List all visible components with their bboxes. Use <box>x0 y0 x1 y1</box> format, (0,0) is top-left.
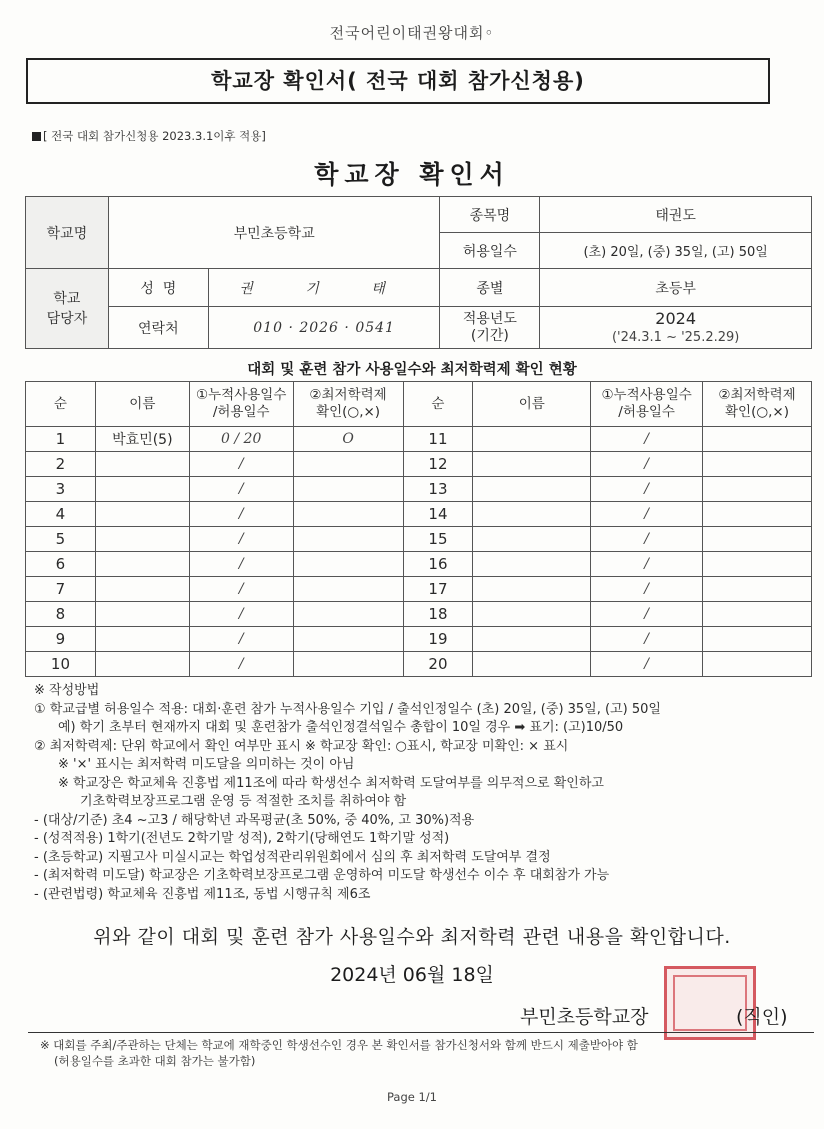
header-min-academic: ②최저학력제 확인(○,×) <box>703 382 812 427</box>
row-name: 박효민(5) <box>95 427 189 452</box>
header-name: 이름 <box>95 382 189 427</box>
row-usage: / <box>189 502 293 527</box>
row-name <box>95 652 189 677</box>
row-check <box>293 627 403 652</box>
row-name <box>473 627 591 652</box>
row-usage: / <box>591 577 703 602</box>
row-seq: 17 <box>403 577 473 602</box>
row-check <box>293 527 403 552</box>
row-check <box>703 427 812 452</box>
header-usage: ①누적사용일수 /허용일수 <box>189 382 293 427</box>
row-seq: 18 <box>403 602 473 627</box>
period-value: ('24.3.1 ~ '25.2.29) <box>611 330 740 345</box>
name-label: 성 명 <box>108 269 208 307</box>
note-line: 기초학력보장프로그램 운영 등 적절한 조치를 취하여야 함 <box>80 794 407 809</box>
note-line: ① 학교급별 허용일수 적용: 대회·훈련 참가 누적사용일수 기입 / 출석인정일수 (초) 20일, (중) 35일, (고) 50일 <box>34 701 661 717</box>
event-label: 종목명 <box>440 197 540 233</box>
table-row <box>26 502 812 527</box>
row-name <box>473 452 591 477</box>
footnote <box>40 1037 820 1069</box>
year-value: 2024 <box>655 309 697 328</box>
table-row <box>26 427 812 452</box>
row-usage: / <box>189 552 293 577</box>
page-number: Page 1/1 <box>386 1090 437 1104</box>
row-seq: 9 <box>26 627 96 652</box>
info-table <box>25 196 812 349</box>
table-row <box>26 452 812 477</box>
row-name <box>473 552 591 577</box>
row-seq: 12 <box>403 452 473 477</box>
row-check <box>703 627 812 652</box>
signer-name: 부민초등학교장 <box>520 1006 649 1028</box>
row-seq: 7 <box>26 577 96 602</box>
event-value: 태권도 <box>540 197 812 233</box>
header-min-academic: ②최저학력제 확인(○,×) <box>293 382 403 427</box>
row-check <box>703 602 812 627</box>
row-name <box>473 527 591 552</box>
row-check: O <box>293 427 403 452</box>
row-seq: 20 <box>403 652 473 677</box>
footnote-line: ※ 대회를 주최/주관하는 단체는 학교에 재학중인 학생선수인 경우 본 확인서를 참가신청서와 함께 반드시 제출받아야 함 <box>40 1038 638 1052</box>
writing-instructions <box>34 682 814 904</box>
row-seq: 4 <box>26 502 96 527</box>
row-name <box>95 502 189 527</box>
row-name <box>95 477 189 502</box>
row-name <box>473 577 591 602</box>
row-seq: 15 <box>403 527 473 552</box>
usage-table <box>25 381 812 677</box>
row-name <box>95 627 189 652</box>
row-usage: / <box>189 527 293 552</box>
row-usage: / <box>189 652 293 677</box>
school-name: 부민초등학교 <box>108 197 440 269</box>
row-seq: 2 <box>26 452 96 477</box>
row-seq: 13 <box>403 477 473 502</box>
row-check <box>703 552 812 577</box>
row-check <box>293 577 403 602</box>
row-check <box>293 452 403 477</box>
row-check <box>293 502 403 527</box>
row-check <box>703 527 812 552</box>
table-row <box>26 627 812 652</box>
row-name <box>473 477 591 502</box>
table-row <box>26 552 812 577</box>
row-usage: / <box>591 477 703 502</box>
row-usage: / <box>189 452 293 477</box>
row-seq: 5 <box>26 527 96 552</box>
row-usage: / <box>591 452 703 477</box>
row-name <box>95 602 189 627</box>
row-usage: / <box>189 602 293 627</box>
note-line: 예) 학기 초부터 현재까지 대회 및 훈련참가 출석인정결석일수 총합이 10일 경우 ➡ 표기: (고)10/50 <box>58 720 624 735</box>
note-line: ※ '×' 표시는 최저학력 미도달을 의미하는 것이 아님 <box>58 757 355 772</box>
table-header-row <box>26 382 812 427</box>
document-header: 전국어린이태권왕대회◦ <box>329 24 495 42</box>
year-label: 적용년도 (기간) <box>440 307 540 349</box>
row-usage: / <box>591 502 703 527</box>
row-usage: / <box>591 627 703 652</box>
row-check <box>293 652 403 677</box>
row-seq: 19 <box>403 627 473 652</box>
manager-label: 학교 담당자 <box>26 269 109 349</box>
row-name <box>95 552 189 577</box>
row-check <box>703 452 812 477</box>
allowed-days-value: (초) 20일, (중) 35일, (고) 50일 <box>540 233 812 269</box>
row-usage: / <box>189 477 293 502</box>
document-title-box: 학교장 확인서( 전국 대회 참가신청용) <box>26 58 770 104</box>
row-name <box>95 452 189 477</box>
divider <box>28 1032 814 1033</box>
confirmation-statement: 위와 같이 대회 및 훈련 참가 사용일수와 최저학력 관련 내용을 확인합니다. <box>93 926 731 948</box>
note-line: ※ 작성방법 <box>34 683 100 698</box>
table-row <box>26 477 812 502</box>
footnote-line: (허용일수를 초과한 대회 참가는 불가함) <box>54 1054 256 1068</box>
row-check <box>703 577 812 602</box>
row-name <box>95 527 189 552</box>
row-usage: / <box>591 652 703 677</box>
school-label: 학교명 <box>26 197 109 269</box>
header-seq: 순 <box>26 382 96 427</box>
row-check <box>703 652 812 677</box>
row-seq: 14 <box>403 502 473 527</box>
row-usage: / <box>591 527 703 552</box>
issue-date: 2024년 06월 18일 <box>330 964 494 986</box>
row-check <box>703 502 812 527</box>
table-row <box>26 602 812 627</box>
row-seq: 8 <box>26 602 96 627</box>
header-name: 이름 <box>473 382 591 427</box>
contact-value: 010 · 2026 · 0541 <box>208 307 440 349</box>
row-check <box>293 602 403 627</box>
division-label: 종별 <box>440 269 540 307</box>
seal-label: (직인) <box>736 1006 788 1028</box>
table-row <box>26 652 812 677</box>
row-name <box>473 427 591 452</box>
form-note <box>32 128 266 144</box>
row-seq: 6 <box>26 552 96 577</box>
year-cell <box>540 307 812 349</box>
row-name <box>473 502 591 527</box>
row-check <box>293 552 403 577</box>
row-usage: / <box>189 577 293 602</box>
table-row <box>26 577 812 602</box>
note-line: - (초등학교) 지필고사 미실시교는 학업성적관리위원회에서 심의 후 최저학력 도달여부 결정 <box>34 849 551 865</box>
row-seq: 16 <box>403 552 473 577</box>
note-line: ※ 학교장은 학교체육 진흥법 제11조에 따라 학생선수 최저학력 도달여부를 의무적으로 확인하고 <box>58 775 604 791</box>
allowed-days-label: 허용일수 <box>440 233 540 269</box>
note-line: - (관련법령) 학교체육 진흥법 제11조, 동법 시행규칙 제6조 <box>34 886 371 902</box>
note-line: ② 최저학력제: 단위 학교에서 확인 여부만 표시 ※ 학교장 확인: ○표시, 학교장 미확인: × 표시 <box>34 738 569 754</box>
manager-name: 권 기 태 <box>208 269 440 307</box>
row-usage: / <box>189 627 293 652</box>
row-usage: 0 / 20 <box>189 427 293 452</box>
status-subtitle: 대회 및 훈련 참가 사용일수와 최저학력제 확인 현황 <box>247 362 577 378</box>
row-seq: 3 <box>26 477 96 502</box>
note-line: - (성적적용) 1학기(전년도 2학기말 성적), 2학기(당해연도 1학기말 성적) <box>34 831 450 846</box>
header-usage: ①누적사용일수 /허용일수 <box>591 382 703 427</box>
division-value: 초등부 <box>540 269 812 307</box>
row-seq: 10 <box>26 652 96 677</box>
row-seq: 11 <box>403 427 473 452</box>
form-note-text: [ 전국 대회 참가신청용 2023.3.1이후 적용] <box>43 129 266 143</box>
note-line: - (대상/기준) 초4 ~고3 / 해당학년 과목평균(초 50%, 중 40%, 고 30%)적용 <box>34 812 475 828</box>
square-bullet-icon <box>32 132 41 141</box>
main-title: 학교장 확인서 <box>314 160 510 189</box>
row-check <box>293 477 403 502</box>
row-name <box>95 577 189 602</box>
contact-label: 연락처 <box>108 307 208 349</box>
note-line: - (최저학력 미도달) 학교장은 기초학력보장프로그램 운영하여 미도달 학생선수 이수 후 대회참가 가능 <box>34 868 610 883</box>
row-usage: / <box>591 427 703 452</box>
row-name <box>473 602 591 627</box>
table-row <box>26 527 812 552</box>
row-usage: / <box>591 552 703 577</box>
row-name <box>473 652 591 677</box>
header-seq: 순 <box>403 382 473 427</box>
row-seq: 1 <box>26 427 96 452</box>
row-check <box>703 477 812 502</box>
row-usage: / <box>591 602 703 627</box>
